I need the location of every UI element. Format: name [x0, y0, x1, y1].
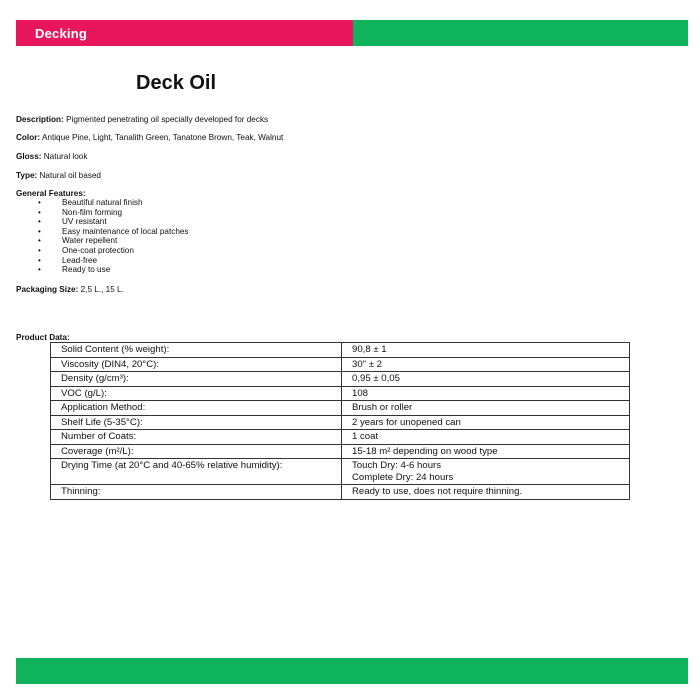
- table-row: [51, 372, 630, 387]
- drying-touch-value: Touch Dry: 4-6 hours: [352, 460, 442, 471]
- table-row: [51, 430, 630, 445]
- table-row: [51, 415, 630, 430]
- gloss-value: Natural look: [43, 152, 88, 161]
- list-item: • Easy maintenance of local patches: [16, 227, 189, 237]
- type-line: [16, 171, 101, 180]
- table-row: [51, 386, 630, 401]
- table-cell-value: 108: [342, 386, 630, 401]
- color-value: Antique Pine, Light, Tanalith Green, Tanatone Brown, Teak, Walnut: [41, 133, 284, 142]
- footer-bar: [16, 658, 688, 684]
- table-cell-value: 15-18 m² depending on wood type: [342, 444, 630, 459]
- general-features: [16, 189, 189, 275]
- features-label: General Features:: [16, 189, 86, 198]
- table-cell-key: Drying Time (at 20°C and 40-65% relative humidity):: [51, 459, 342, 485]
- product-data-label: Product Data:: [16, 333, 70, 342]
- table-cell-key: Shelf Life (5-35°C):: [51, 415, 342, 430]
- description-value: Pigmented penetrating oil specially developed for decks: [66, 115, 269, 124]
- table-cell-key: Solid Content (% weight):: [51, 343, 342, 358]
- section-label: Decking: [35, 25, 87, 41]
- description-label: Description:: [16, 115, 64, 124]
- table-row: [51, 343, 630, 358]
- table-cell-key: Viscosity (DIN4, 20°C):: [51, 357, 342, 372]
- color-label: Color:: [16, 133, 41, 142]
- header-section-tab: [16, 20, 353, 46]
- header-accent-bar: [353, 20, 688, 46]
- table-cell-value: Brush or roller: [342, 401, 630, 416]
- gloss-label: Gloss:: [16, 152, 42, 161]
- packaging-line: [16, 285, 124, 294]
- list-item: • Non-film forming: [16, 208, 189, 218]
- table-cell-value: 2 years for unopened can: [342, 415, 630, 430]
- product-data-table: [50, 342, 630, 500]
- list-item: • One-coat protection: [16, 246, 189, 256]
- table-row: [51, 444, 630, 459]
- list-item: • Lead-free: [16, 256, 189, 266]
- list-item: • Water repellent: [16, 236, 189, 246]
- type-label: Type:: [16, 171, 38, 180]
- table-cell-key: Coverage (m²/L):: [51, 444, 342, 459]
- table-row: [51, 357, 630, 372]
- features-list: [16, 198, 189, 275]
- type-value: Natural oil based: [39, 171, 101, 180]
- table-cell-value: 1 coat: [342, 430, 630, 445]
- table-cell-key: Thinning:: [51, 485, 342, 500]
- drying-complete-value: Complete Dry: 24 hours: [352, 471, 454, 483]
- table-row: [51, 485, 630, 500]
- table-row: [51, 459, 630, 485]
- table-cell-key: Number of Coats:: [51, 430, 342, 445]
- packaging-value: 2,5 L., 15 L.: [80, 285, 124, 294]
- table-cell-value: 90,8 ± 1: [342, 343, 630, 358]
- table-cell-key: Application Method:: [51, 401, 342, 416]
- page-title: Deck Oil: [136, 72, 217, 94]
- table-cell-value: Ready to use, does not require thinning.: [342, 485, 630, 500]
- header-bar: [16, 20, 688, 46]
- table-cell-key: VOC (g/L):: [51, 386, 342, 401]
- list-item: • Ready to use: [16, 265, 189, 275]
- table-cell-key: Density (g/cm³):: [51, 372, 342, 387]
- table-cell-value: 0,95 ± 0,05: [342, 372, 630, 387]
- packaging-label: Packaging Size:: [16, 285, 79, 294]
- table-cell-value: [342, 459, 630, 485]
- table-cell-value: 30" ± 2: [342, 357, 630, 372]
- description-line: [16, 115, 268, 124]
- list-item: • Beautiful natural finish: [16, 198, 189, 208]
- table-row: [51, 401, 630, 416]
- color-line: [16, 133, 283, 142]
- gloss-line: [16, 152, 87, 161]
- list-item: • UV resistant: [16, 217, 189, 227]
